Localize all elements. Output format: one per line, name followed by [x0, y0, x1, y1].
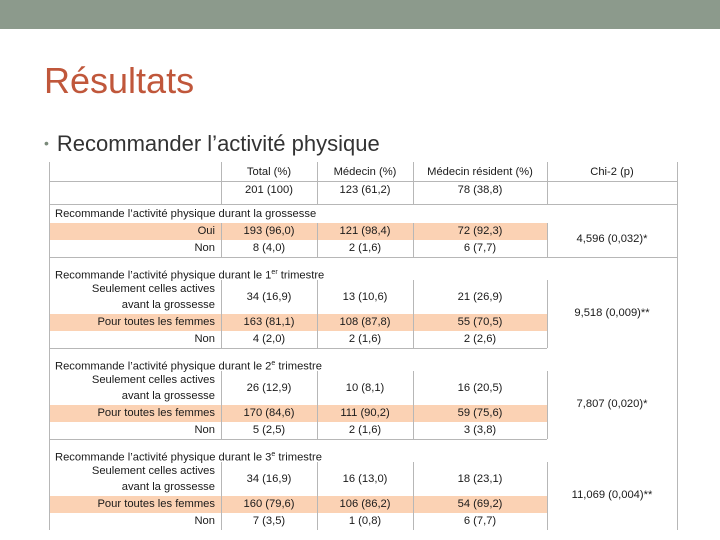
cell-resident: 3 (3,8): [463, 424, 497, 436]
bullet-item: [44, 131, 380, 157]
grid-line: [49, 257, 678, 258]
total-all: 201 (100): [245, 184, 293, 196]
cell-resident: 2 (2,6): [463, 333, 497, 345]
cell-total: 34 (16,9): [246, 291, 292, 303]
grid-line: [49, 439, 547, 440]
cell-medecin: 121 (98,4): [339, 225, 391, 237]
row-label: Non: [194, 242, 215, 254]
cell-resident: 54 (69,2): [457, 498, 503, 510]
cell-total: 7 (3,5): [252, 515, 286, 527]
row-label: avant la grossesse: [121, 390, 215, 402]
bullet-dot-icon: •: [44, 135, 49, 151]
row-label: Pour toutes les femmes: [97, 498, 215, 510]
slide-title: Résultats: [44, 60, 195, 101]
cell-medecin: 106 (86,2): [339, 498, 391, 510]
cell-medecin: 111 (90,2): [340, 407, 390, 419]
chi2-value: 7,807 (0,020)*: [576, 398, 648, 410]
cell-medecin: 2 (1,6): [348, 333, 382, 345]
cell-total: 26 (12,9): [246, 382, 292, 394]
row-label: Seulement celles actives: [91, 283, 215, 295]
grid-line: [677, 162, 678, 530]
row-label: Non: [194, 333, 215, 345]
row-label: Seulement celles actives: [91, 465, 215, 477]
results-table: [49, 162, 678, 530]
header-chi2: Chi-2 (p): [590, 166, 634, 178]
cell-resident: 72 (92,3): [457, 225, 503, 237]
cell-resident: 59 (75,6): [457, 407, 503, 419]
row-label: Pour toutes les femmes: [97, 316, 215, 328]
row-label: Non: [194, 515, 215, 527]
grid-line: [49, 181, 678, 182]
cell-total: 5 (2,5): [252, 424, 286, 436]
header-resident: Médecin résident (%): [427, 166, 533, 178]
grid-line: [49, 348, 547, 349]
chi2-value: 4,596 (0,032)*: [576, 233, 648, 245]
cell-medecin: 13 (10,6): [342, 291, 388, 303]
cell-medecin: 10 (8,1): [345, 382, 385, 394]
section-title: Recommande l’activité physique durant le 1er trimestre: [55, 269, 325, 282]
cell-resident: 6 (7,7): [463, 515, 497, 527]
cell-total: 160 (79,6): [243, 498, 295, 510]
chi2-value: 11,069 (0,004)**: [571, 489, 653, 501]
cell-medecin: 2 (1,6): [348, 242, 382, 254]
row-label: avant la grossesse: [121, 481, 215, 493]
section-title: Recommande l’activité physique durant le 2e trimestre: [55, 360, 322, 373]
total-medecin: 123 (61,2): [339, 184, 391, 196]
cell-resident: 16 (20,5): [457, 382, 503, 394]
cell-resident: 55 (70,5): [457, 316, 503, 328]
section-title: Recommande l’activité physique durant le 3e trimestre: [55, 451, 322, 464]
header-medecin: Médecin (%): [333, 166, 397, 178]
cell-total: 8 (4,0): [252, 242, 286, 254]
cell-medecin: 108 (87,8): [339, 316, 391, 328]
grid-line: [49, 204, 678, 205]
cell-resident: 18 (23,1): [457, 473, 503, 485]
cell-medecin: 1 (0,8): [348, 515, 382, 527]
cell-total: 163 (81,1): [243, 316, 295, 328]
row-label: avant la grossesse: [121, 299, 215, 311]
cell-resident: 6 (7,7): [463, 242, 497, 254]
row-label: Oui: [197, 225, 215, 237]
cell-medecin: 16 (13,0): [342, 473, 388, 485]
cell-total: 170 (84,6): [243, 407, 295, 419]
chi2-value: 9,518 (0,009)**: [574, 307, 650, 319]
cell-resident: 21 (26,9): [457, 291, 503, 303]
cell-total: 193 (96,0): [243, 225, 295, 237]
cell-total: 4 (2,0): [252, 333, 286, 345]
top-bar: [0, 0, 720, 29]
header-total: Total (%): [246, 166, 292, 178]
cell-total: 34 (16,9): [246, 473, 292, 485]
total-resident: 78 (38,8): [457, 184, 503, 196]
row-label: Seulement celles actives: [91, 374, 215, 386]
bullet-text: Recommander l’activité physique: [56, 131, 380, 156]
row-label: Non: [194, 424, 215, 436]
cell-medecin: 2 (1,6): [348, 424, 382, 436]
section-title: Recommande l’activité physique durant la grossesse: [55, 208, 317, 220]
row-label: Pour toutes les femmes: [97, 407, 215, 419]
